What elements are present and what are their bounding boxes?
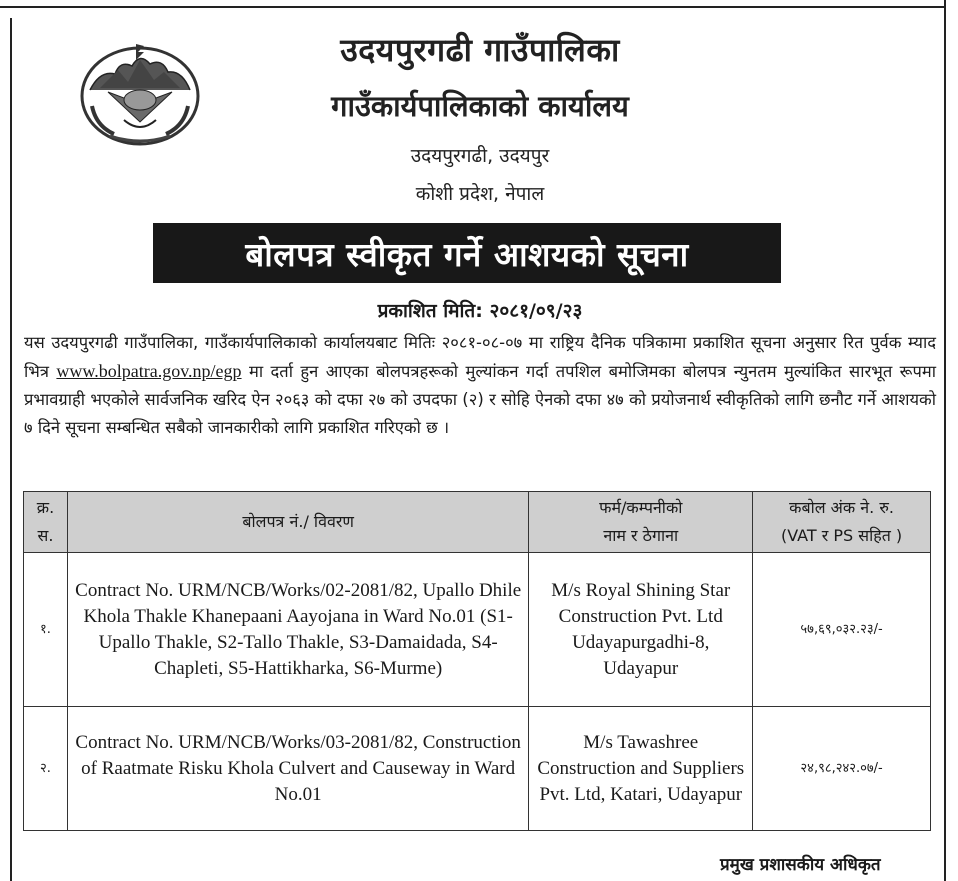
- row-sn: २.: [24, 707, 68, 831]
- notice-body-text-2: मा दर्ता हुन आएका बोलपत्रहरूको मुल्यांकन गर्दा तपशिल बमोजिमका बोलपत्र न्युनतम मुल्यांकित सारभूत रूपमा प्रभावग्राही भएकोले सार्वजनिक खरिद ऐन २०६३ को दफा २७ को उपदफा (२) र सोहि ऐनको दफा ४७ को प्रयोजनार्थ स्वीकृतिको लागि छनौट गर्ने आशयको ७ दिने सूचना सम्बन्धित सबैको जानकारीको लागि प्रकाशित गरिएको छ ।: [24, 362, 936, 437]
- table-header-row: [24, 492, 931, 553]
- frame-right-border: [944, 0, 946, 881]
- municipality-name: उदयपुरगढी गाउँपालिका: [340, 31, 620, 69]
- table-row: [24, 707, 931, 831]
- top-rule: [0, 6, 944, 8]
- published-date: प्रकाशित मिति: २०८१/०९/२३: [377, 300, 583, 322]
- row-sn: १.: [24, 553, 68, 707]
- row-amount: २४,९८,२४२.०७/-: [753, 707, 931, 831]
- table-row: [24, 553, 931, 707]
- row-description: Contract No. URM/NCB/Works/02-2081/82, Upallo Dhile Khola Thakle Khanepaani Aayojana in Ward No.01 (S1-Upallo Thakle, S2-Tallo Thakle, S3-Damaidada, S4-Chapleti, S5-Hattikharka, S6-Murme): [67, 553, 528, 707]
- office-address: उदयपुरगढी, उदयपुर: [410, 145, 550, 167]
- header-amount: कबोल अंक ने. रु. (VAT र PS सहित ): [753, 492, 931, 553]
- frame-left-border: [10, 18, 12, 881]
- header-description: बोलपत्र नं./ विवरण: [67, 492, 528, 553]
- notice-title-banner: बोलपत्र स्वीकृत गर्ने आशयको सूचना: [153, 223, 781, 283]
- row-description: Contract No. URM/NCB/Works/03-2081/82, Construction of Raatmate Risku Khola Culvert and Causeway in Ward No.01: [67, 707, 528, 831]
- tender-table: [23, 491, 931, 831]
- notice-body: [24, 329, 936, 442]
- row-firm: M/s Tawashree Construction and Suppliers Pvt. Ltd, Katari, Udayapur: [529, 707, 753, 831]
- notice-body-text-1: यस उदयपुरगढी गाउँपालिका, गाउँकार्यपालिकाको कार्यालयबाट मितिः २०८१-०८-०७ मा राष्ट्रिय दैनिक पत्रिकामा प्रकाशित सूचना अनुसार रित पुर्वक म्याद भित्र: [24, 333, 936, 381]
- header-firm: फर्म/कम्पनीको नाम र ठेगाना: [529, 492, 753, 553]
- signatory-title: प्रमुख प्रशासकीय अधिकृत: [720, 855, 881, 875]
- header-sn: क्र. स.: [24, 492, 68, 553]
- bolpatra-link[interactable]: www.bolpatra.gov.np/egp: [56, 361, 242, 381]
- row-firm: M/s Royal Shining Star Construction Pvt. Ltd Udayapurgadhi-8, Udayapur: [529, 553, 753, 707]
- province-line: कोशी प्रदेश, नेपाल: [415, 183, 545, 205]
- office-name: गाउँकार्यपालिकाको कार्यालय: [331, 89, 629, 123]
- nepal-emblem-icon: [70, 30, 210, 150]
- row-amount: ५७,६९,०३२.२३/-: [753, 553, 931, 707]
